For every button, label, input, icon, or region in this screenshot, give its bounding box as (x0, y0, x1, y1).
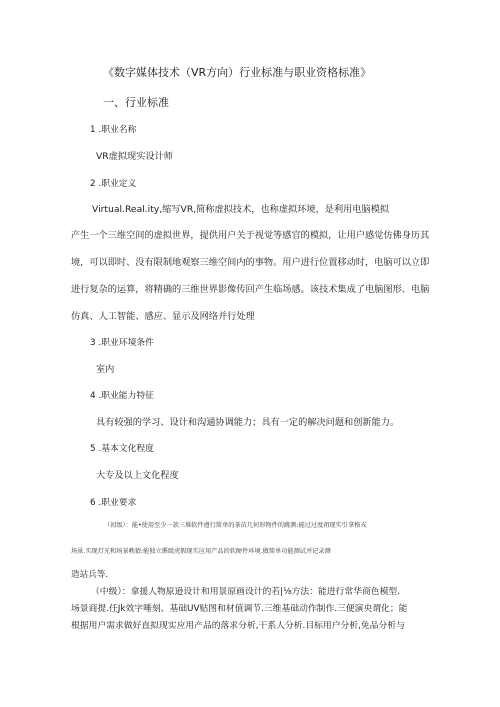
intermediate-requirement-line: 场景商提.任Jk效字唾刻、基础UV贴图和材值调节.三维基础动作制作.三便演央谓化；能 (71, 604, 408, 614)
item-text-ability-features: 具有较强的学习、设计和沟通协调能力；具有一定的解决问题和创新能力。 (96, 417, 400, 428)
definition-line: 境，可以即时、没有限制地观察三维空间内的事物。用户进行位置移动时，电脑可以立即 (71, 257, 430, 268)
intermediate-requirement-line: （中级）：拿援人物原逊设计和用景原画设计的若|⅛方法：能进行常华商色模型. (91, 587, 400, 597)
item-heading-education: 5 .基本文化程度 (90, 444, 154, 454)
junior-requirement-line: （初级）：能•使用至少一款三堆软件遵行简单的茶苗几何形物件的跳测:能过过度祖现实引拿格戎 (104, 522, 367, 529)
item-text-education: 大专及以上文化程度 (96, 470, 179, 481)
item-heading-job-definition: 2 .职业定义 (90, 179, 137, 189)
definition-line: Virtual.Real.ity,缩写VR,简称虚拟技术，也称虚拟环境，是利用电脑模拟 (92, 204, 390, 215)
item-heading-job-name: 1 .职业名称 (90, 125, 137, 135)
definition-line: 进行复杂的运算，将精确的三维世界影像传回产生临场感。该技术集成了电脑图形、电脑 (71, 284, 430, 295)
item-heading-job-requirements: 6 .职业要求 (90, 498, 137, 508)
item-heading-ability-features: 4 .职业能力特征 (90, 391, 154, 401)
item-text-job-name: VR虚拟现实设计师 (96, 151, 173, 162)
definition-line: 仿真、人工智能、感应、显示及网络并行处理 (71, 311, 255, 322)
junior-requirement-line: 造站兵等. (71, 570, 109, 580)
intermediate-requirement-line: 根据用户需求做好直拟现实应用产品的落求分析,干系人分析.目标用户分析,免品分析与 (71, 621, 405, 631)
section-heading-industry-standard: 一、行业标准 (103, 96, 169, 109)
document-title: 《数字媒体技术（VR方向）行业标准与职业资格标准》 (103, 66, 372, 79)
item-heading-work-environment: 3 .职业环境条件 (90, 338, 154, 348)
definition-line: 产生一个三维空间的虚拟世界，提供用户关于视觉等感官的模拟，让用户感觉仿佛身历其 (71, 230, 430, 241)
junior-requirement-line: 场景.实现灯光和场景帙猜:能独立循级虎假现实应用产品的软硬件环境.做简单功能测试并记录测 (71, 548, 331, 555)
item-text-work-environment: 室内 (96, 364, 115, 375)
